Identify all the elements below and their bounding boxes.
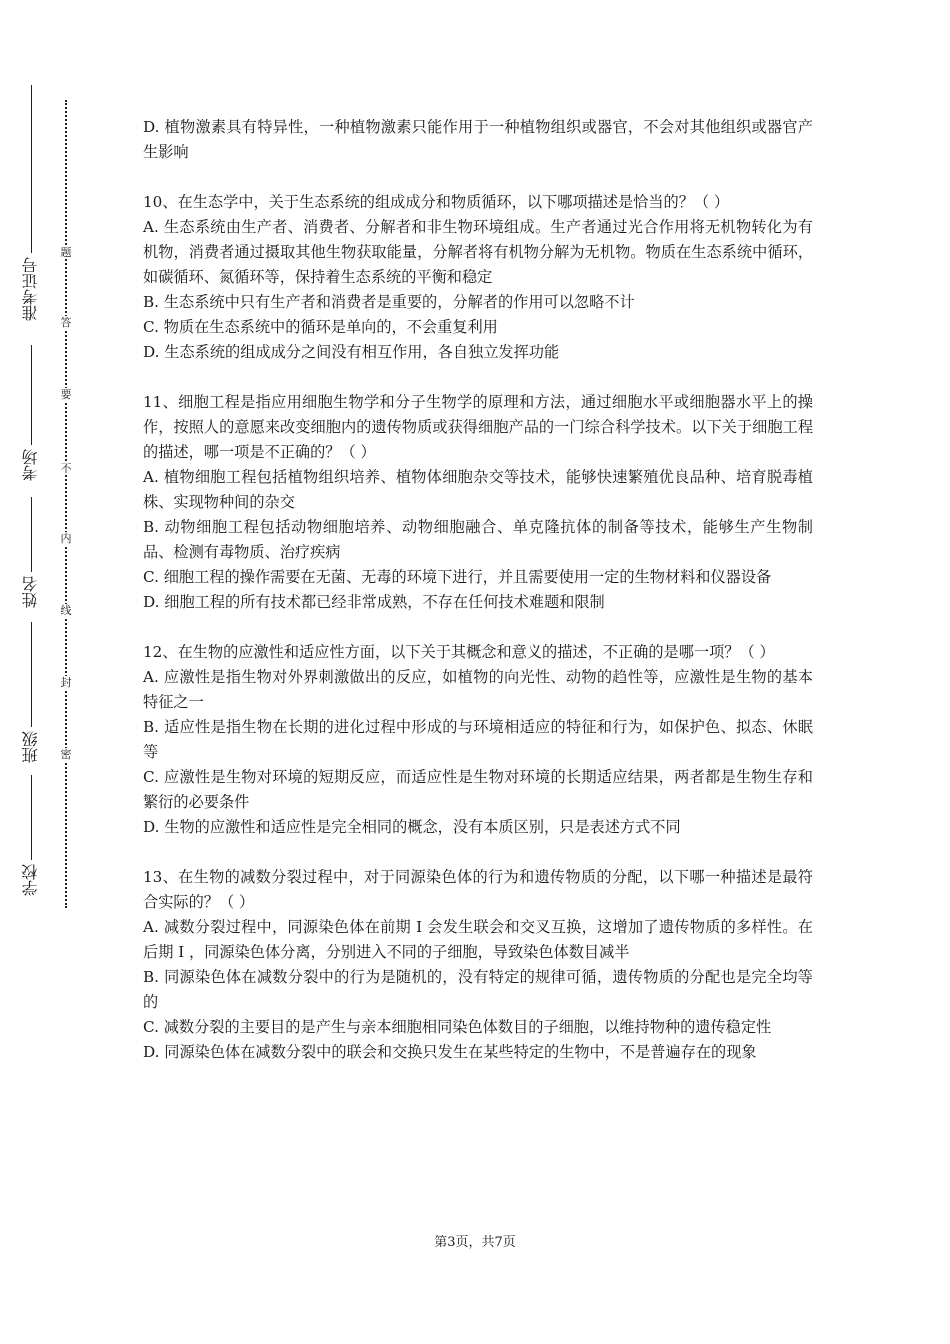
seal-char: 不 — [60, 462, 72, 475]
seal-char: 要 — [60, 388, 72, 401]
field-school — [20, 775, 42, 900]
class-line — [31, 622, 32, 727]
field-exam-room — [20, 345, 42, 485]
option-c: C. 细胞工程的操作需要在无菌、无毒的环境下进行，并且需要使用一定的生物材料和仪器设备 — [143, 568, 772, 586]
seal-char: 密 — [60, 748, 72, 761]
exam-content — [143, 115, 813, 1065]
seal-char: 线 — [60, 604, 72, 617]
option-d: D. 细胞工程的所有技术都已经非常成熟，不存在任何技术难题和限制 — [143, 593, 605, 611]
option-a: A. 减数分裂过程中，同源染色体在前期 I 会发生联会和交叉互换，这增加了遗传物质的多样性。在后期 I ，同源染色体分离，分别进入不同的子细胞，导致染色体数目减半 — [143, 918, 813, 961]
question-stem: 13、在生物的减数分裂过程中，对于同源染色体的行为和遗传物质的分配，以下哪一种描述是最符合实际的？（ ） — [143, 868, 813, 911]
option-b: B. 适应性是指生物在长期的进化过程中形成的与环境相适应的特征和行为，如保护色、拟态、休眠等 — [143, 718, 813, 761]
option-d: D. 生态系统的组成成分之间没有相互作用，各自独立发挥功能 — [143, 343, 560, 361]
option-a: A. 应激性是指生物对外界刺激做出的反应，如植物的向光性、动物的趋性等，应激性是生物的基本特征之一 — [143, 668, 813, 711]
name-label: 姓名 — [21, 576, 40, 608]
binding-margin — [0, 0, 110, 1344]
question-11 — [143, 390, 813, 615]
question-12 — [143, 640, 813, 840]
option-b: B. 动物细胞工程包括动物细胞培养、动物细胞融合、单克隆抗体的制备等技术，能够生产生物制品、检测有毒物质、治疗疾病 — [143, 518, 813, 561]
option-c: C. 减数分裂的主要目的是产生与亲本细胞相同染色体数目的子细胞，以维持物种的遗传稳定性 — [143, 1018, 772, 1036]
seal-char: 答 — [60, 316, 72, 329]
field-exam-number — [20, 85, 42, 325]
q9-option-d: D. 植物激素具有特异性，一种植物激素只能作用于一种植物组织或器官，不会对其他组织或器官产生影响 — [143, 118, 813, 161]
question-stem: 10、在生态学中，关于生态系统的组成成分和物质循环，以下哪项描述是恰当的？（ ） — [143, 193, 730, 211]
option-a: A. 生态系统由生产者、消费者、分解者和非生物环境组成。生产者通过光合作用将无机物转化为有机物，消费者通过摄取其他生物获取能量，分解者将有机物分解为无机物。物质在生态系统中循环，如碳循环、氮循环等，保持着生态系统的平衡和稳定 — [143, 218, 813, 286]
school-line — [31, 775, 32, 860]
exam-number-label: 准考证号 — [21, 257, 40, 321]
seal-dotted-line — [65, 100, 67, 908]
exam-room-line — [31, 345, 32, 445]
class-label: 班级 — [21, 731, 40, 763]
option-d: D. 生物的应激性和适应性是完全相同的概念，没有本质区别，只是表述方式不同 — [143, 818, 681, 836]
name-line — [31, 497, 32, 572]
seal-char: 内 — [60, 532, 72, 545]
option-c: C. 物质在生态系统中的循环是单向的，不会重复利用 — [143, 318, 498, 336]
option-c: C. 应激性是生物对环境的短期反应，而适应性是生物对环境的长期适应结果，两者都是生物生存和繁衍的必要条件 — [143, 768, 813, 811]
option-a: A. 植物细胞工程包括植物组织培养、植物体细胞杂交等技术，能够快速繁殖优良品种、培育脱毒植株、实现物种间的杂交 — [143, 468, 813, 511]
question-stem: 11、细胞工程是指应用细胞生物学和分子生物学的原理和方法，通过细胞水平或细胞器水平上的操作，按照人的意愿来改变细胞内的遗传物质或获得细胞产品的一门综合科学技术。以下关于细胞工程的描述，哪一项是不正确的？（ ） — [143, 393, 813, 461]
school-label: 学校 — [21, 864, 40, 896]
option-b: B. 同源染色体在减数分裂中的行为是随机的，没有特定的规律可循，遗传物质的分配也是完全均等的 — [143, 968, 813, 1011]
page-footer: 第3页，共7页 — [434, 1235, 516, 1250]
exam-room-label: 考场 — [21, 449, 40, 481]
question-stem: 12、在生物的应激性和适应性方面，以下关于其概念和意义的描述，不正确的是哪一项？（ ） — [143, 643, 775, 661]
seal-line — [59, 100, 73, 908]
field-class — [20, 622, 42, 767]
seal-char: 题 — [60, 246, 72, 259]
seal-char: 封 — [60, 676, 72, 689]
field-name — [20, 497, 42, 612]
option-d: D. 同源染色体在减数分裂中的联会和交换只发生在某些特定的生物中，不是普遍存在的现象 — [143, 1043, 757, 1061]
exam-number-line — [31, 85, 32, 253]
option-b: B. 生态系统中只有生产者和消费者是重要的，分解者的作用可以忽略不计 — [143, 293, 635, 311]
question-13 — [143, 865, 813, 1065]
question-10 — [143, 190, 813, 365]
